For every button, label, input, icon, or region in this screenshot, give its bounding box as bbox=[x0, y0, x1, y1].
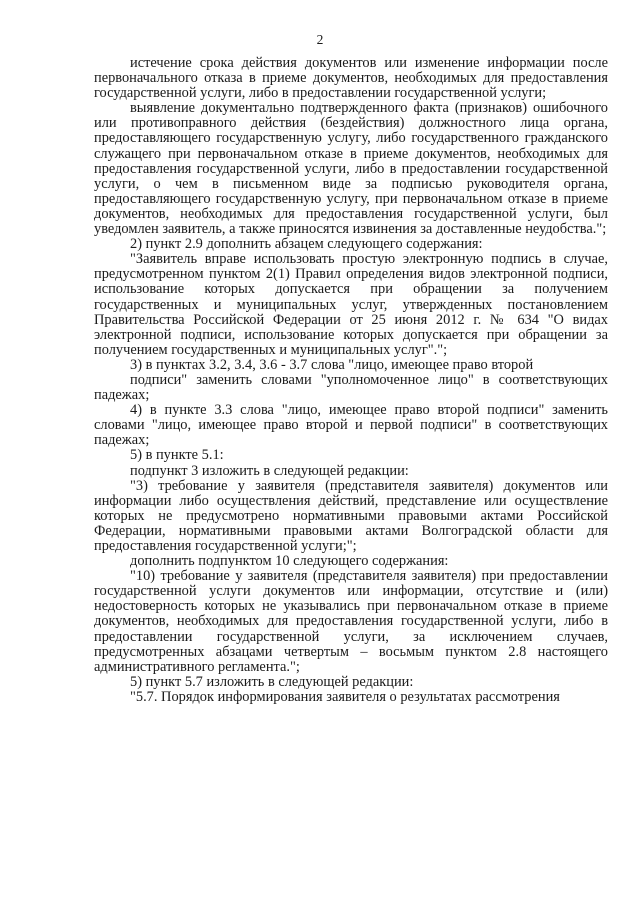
paragraph-subitem-10-intro: дополнить подпунктом 10 следующего содержания: bbox=[130, 553, 449, 570]
paragraph-expiry: истечение срока действия документов или изменение информации после первоначального отказа в приеме документов, необходимых для предоставления государственной услуги, либо в предоставлении государственной услуги; bbox=[94, 55, 608, 102]
paragraph-item-2: 2) пункт 2.9 дополнить абзацем следующего содержания: bbox=[130, 236, 483, 253]
paragraph-subitem-10-text: "10) требование у заявителя (представителя заявителя) при предоставлении государственной услуги документов или информации, отсутствие и (или) недостоверность которых не указывались при первоначальном отказе в приеме документов, необходимых для предоставления государственной услуги, либо в предоставлении государственной услуги, за исключением случаев, предусмотренных абзацами четвертым – восьмым пунктом 2.8 настоящего административного регламента."; bbox=[94, 568, 608, 675]
document-body bbox=[94, 56, 608, 705]
paragraph-item-3: 3) в пунктах 3.2, 3.4, 3.6 - 3.7 слова "лицо, имеющее право второй bbox=[130, 356, 534, 373]
paragraph-subitem-3-text: "3) требование у заявителя (представителя заявителя) документов или информации либо осуществления действий, представление или осуществление которых не предусмотрено нормативными правовыми актами Российской Федерации, нормативными правовыми актами Волгоградской области для предоставления государственной услуги;"; bbox=[94, 477, 608, 554]
paragraph-item-5-7: 5) пункт 5.7 изложить в следующей редакции: bbox=[130, 673, 414, 690]
paragraph-item-4: 4) в пункте 3.3 слова "лицо, имеющее право второй подписи" заменить словами "лицо, имеющее право второй и первой подписи" в соответствующих падежах; bbox=[94, 402, 608, 449]
paragraph-simple-signature: "Заявитель вправе использовать простую электронную подпись в случае, предусмотренном пунктом 2(1) Правил определения видов электронной подписи, использование которых допускается при обращении за получением государственных и муниципальных услуг, утвержденных постановлением Правительства Российской Федерации от 25 июня 2012 г. № 634 "О видах электронной подписи, использование которых допускается при обращении за получением государственных и муниципальных услуг"."; bbox=[94, 251, 608, 358]
paragraph-official-error: выявление документально подтвержденного факта (признаков) ошибочного или противоправного действия (бездействия) должностного лица органа, предоставляющего государственную услугу, либо государственного гражданского служащего при первоначальном отказе в приеме документов, необходимых для предоставления государственной услуги, либо в предоставлении государственной услуги, о чем в письменном виде за подписью руководителя органа, предоставляющего государственную услугу, при первоначальном отказе в приеме документов, необходимых для предоставления государственной услуги, был уведомлен заявитель, а также приносятся извинения за доставленные неудобства."; bbox=[94, 100, 608, 238]
paragraph-item-5: 5) в пункте 5.1: bbox=[130, 447, 224, 464]
paragraph-item-5-7-text: "5.7. Порядок информирования заявителя о результатах рассмотрения bbox=[130, 688, 560, 705]
paragraph-subitem-3-intro: подпункт 3 изложить в следующей редакции: bbox=[130, 462, 409, 479]
paragraph-item-3-continuation: подписи" заменить словами "уполномоченное лицо" в соответствующих падежах; bbox=[94, 371, 608, 404]
page-number: 2 bbox=[316, 32, 324, 47]
